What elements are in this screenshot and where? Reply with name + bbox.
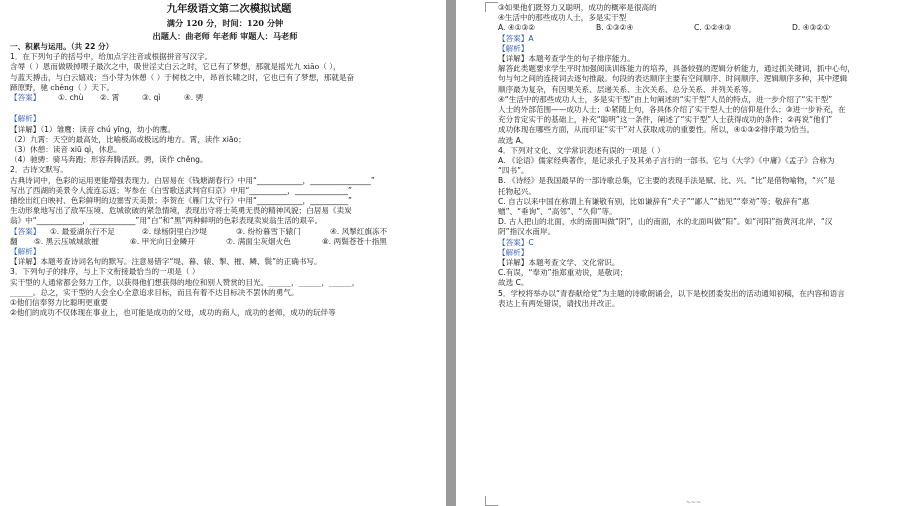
question-2-body-line: 写出了西湖的美景令人流连忘返；岑参在《白雪歌送武判官归京》中用“__________，______________” [10, 185, 352, 195]
detail-line: C.有误，“奉劝”指郑重劝说，是敬词； [498, 268, 628, 278]
answer-tag: 【答案】 [10, 226, 41, 236]
answer-item: 翻 [10, 236, 18, 246]
detail-line: 【详解】本题考查文学、文化常识。 [498, 258, 620, 268]
answer-item: ①. 最爱湖东行不足 [50, 226, 115, 236]
analysis-tag: 【解析】 [10, 247, 41, 257]
question-1-answer-row [10, 93, 440, 103]
question-1-passage-line: 蹄原野，驰 chěng（ ）天下。 [10, 82, 115, 92]
question-1-passage-line: 与蓝天搏击，与白云嬉戏；当小芽为休憩（ ）于树枝之中，昂首长啸之时，它也已有了梦想，那就是奋 [10, 72, 355, 82]
choice-item: A. ④①③② [498, 23, 536, 33]
question-3-option: ③如果他们既努力又聪明，成功的概率是很高的 [498, 3, 657, 12]
exam-title: 九年级语文第二次模拟试题 [166, 3, 292, 15]
answer-item: ⑦. 满面尘灰烟火色 [226, 236, 291, 246]
question-3-passage-line: 实干型的人通常都会努力工作，以获得他们想获得的地位和别人赞赏的目光。______，______，______， [10, 277, 360, 287]
detail-line: 解答此类题要求学生平时加强阅读训练能力的培养，具备较强的逻辑分析能力，通过抓关键词，抓中心句， [498, 64, 855, 74]
answer-item: ⑥. 甲光向日金鳞开 [130, 236, 195, 246]
question-5-stem: 5．学校将举办以“青春献给党”为主题的诗歌朗诵会，以下是校团委发出的活动通知初稿，在内容和语言 [498, 288, 845, 298]
right-document-page [456, 0, 900, 506]
question-2-answer-row [10, 227, 440, 237]
score-time-line: 满分 120 分，时间：120 分钟 [166, 18, 284, 28]
detail-line: （3）休憩：读音 xiū qì，休息。 [10, 145, 122, 155]
choice-item: C. ①②④③ [694, 23, 732, 33]
question-2-body-line: 描绘出红白映衬、色彩鲜明的边塞雪天美景；李贺在《雁门太守行》中用“____________，__________” [10, 196, 352, 206]
answer-tag: 【答案】 [10, 93, 41, 103]
choice-item: D. ④③②① [792, 23, 830, 33]
detail-line: 句与句之间的连接词去逐句推敲。句段的表达顺序主要有空间顺序、时间顺序、逻辑顺序多种，其中逻辑 [498, 74, 848, 84]
question-4-option-line: 赠”、“垂询”、“高邻”、“久仰”等。 [498, 207, 617, 217]
answer-item: ②. 霄 [100, 93, 120, 103]
question-5-stem: 表达上有两处错误，请找出并改正。 [498, 298, 620, 308]
question-4-option-line: “四书”。 [498, 166, 529, 176]
question-2-body-line: 翁》中“____________，____________”用“白”和“黑”两种鲜明的色彩表现卖炭翁生活的艰辛。 [10, 216, 323, 226]
detail-line: （2）九霄：天空的最高处，比喻极高或极远的地方。霄，读作 xiāo； [10, 134, 246, 144]
page-corner-marker [485, 496, 498, 506]
question-2-answer-row-2 [10, 237, 440, 247]
answer-item: ③. qì [142, 93, 161, 103]
question-4-option-line: D. 古人把山的北面，水的南面叫做“阴”，山的南面，水的北面叫做“阳”。如“河阳”指黄河北岸，“汉 [498, 217, 833, 227]
answer-item: ②. 绿杨阴里白沙堤 [142, 226, 207, 236]
answer-item: ③. 纷纷暮雪下辕门 [236, 226, 301, 236]
section-heading: 一、积累与运用。（共 22 分） [10, 42, 114, 51]
answer-tag: 【答案】C [498, 237, 534, 247]
analysis-tag: 【解析】 [498, 247, 529, 257]
setters-line: 出题人：曲老师 年老师 审题人：马老师 [152, 30, 298, 41]
detail-line: ④“生活中的那些成功人士，多是实干型”由上句阐述的“实干型”人员的特点，进一步介绍了“实干型” [498, 94, 833, 104]
analysis-tag: 【解析】 [498, 43, 529, 53]
detail-line: 故选 A。 [498, 135, 529, 145]
question-4-option-line: B. 《诗经》是我国最早的一部诗歌总集，它主要的表现手法是赋、比、兴。“比”是借物喻物，“兴”是 [498, 176, 836, 186]
question-3-choices [498, 23, 892, 33]
question-4-option-line: A. 《论语》儒家经典著作，是记录孔子及其弟子言行的一部书。它与《大学》《中庸》《孟子》合称为 [498, 156, 835, 166]
question-3-option: ②他们的成功不仅体现在事业上，也可能是成功的父母，成功的商人，成功的老师，成功的玩伴等 [10, 308, 336, 318]
detail-line: 人士的外部范围——成功人士；①紧随上句，各具体介绍了实干型人士的信仰是什么；③进一步补充，在 [498, 105, 846, 115]
left-page-content [10, 2, 440, 318]
detail-line: 顺序最为复杂，有因果关系、层递关系、主次关系、总分关系、并列关系等。 [498, 84, 757, 94]
question-2-body-line: 生动形象地写出了敌军压境、危城欲破的紧急情境，表现出守将士英勇无畏的精神风貌；白居易《卖炭 [10, 206, 352, 216]
page-corner-marker [485, 2, 498, 12]
right-page-content [498, 3, 892, 309]
question-3-option: ①他们信奉努力比聪明更重要 [10, 298, 108, 308]
detail-line: 成功体现在哪些方面，从而印证“实干”对人获取成功的重要性。所以，④①③②排序最为恰当。 [498, 125, 815, 135]
answer-item: ⑧. 两鬓苍苍十指黑 [322, 236, 387, 246]
question-3-option: ④生活中的那些成功人士，多是实干型 [498, 13, 627, 23]
question-4-stem: 4．下列对文化、文学常识表述有误的一项是（ ） [498, 145, 665, 155]
answer-item: ⑤. 黑云压城城欲摧 [34, 236, 99, 246]
question-3-stem: 3．下列句子的排序，与上下文衔接最恰当的一项是（ ） [10, 267, 200, 277]
question-4-option-line: C. 自古以来中国在称谓上有谦敬有别，比如谦辞有“犬子”“鄙人”“拙见”“奉劝”等；敬辞有“惠 [498, 196, 810, 206]
answer-item: ①. chù [58, 93, 84, 103]
question-1-passage-line: 含辱（ ）恩而做吸掉喂子最次之中，吸世淫丈白云之时，它已有了梦想，那就是摇光九 xiāo（ ）， [10, 62, 341, 72]
question-2-stem: 2．古诗文默写。 [10, 165, 68, 175]
page-bottom-mark: ~~~ [686, 499, 702, 506]
question-1-stem: 1．在下列句子的括号中，给加点字注音或根据拼音写汉字。 [10, 52, 213, 62]
question-4-option-line: 托物起兴。 [498, 186, 536, 196]
detail-line: 充分肯定实干的基础上，补充“聪明”这一条件，阐述了“实干型”人士获得成功的条件；②再说“他们” [498, 115, 833, 125]
detail-line: 故选 C。 [498, 278, 529, 288]
answer-item: ④. 骋 [184, 93, 204, 103]
detail-line: 【详解】本题考查诗词名句的默写。注意易错字“堤、暮、辕、掣、摧、鳞、鬓”的正确书写。 [10, 257, 322, 267]
detail-line: 【详解】本题考查学生的句子排序能力。 [498, 54, 635, 64]
analysis-tag: 【解析】 [10, 114, 41, 124]
question-3-passage-line: ______。总之，实干型的人会全心全意追求目标，而且有着不达目标决不罢休的勇气。 [10, 287, 299, 297]
detail-line: 【详解】（1）雏鹰：读音 chú yīng，幼小的鹰。 [10, 124, 175, 134]
detail-line: （4）驰骋：骑马奔跑；形容奔腾活跃。骋，读作 chěng。 [10, 155, 208, 165]
answer-tag: 【答案】A [498, 33, 534, 43]
question-4-option-line: 阴”指汉水南岸。 [498, 227, 556, 237]
answer-item: ④. 风掣红旗冻不 [330, 226, 388, 236]
choice-item: B. ①③②④ [596, 23, 634, 33]
left-document-page [0, 0, 446, 506]
question-2-body-line: 古典诗词中，色彩的运用更能增强表现力。白居易在《钱塘湖春行》中用“____________，________________” [10, 175, 375, 185]
